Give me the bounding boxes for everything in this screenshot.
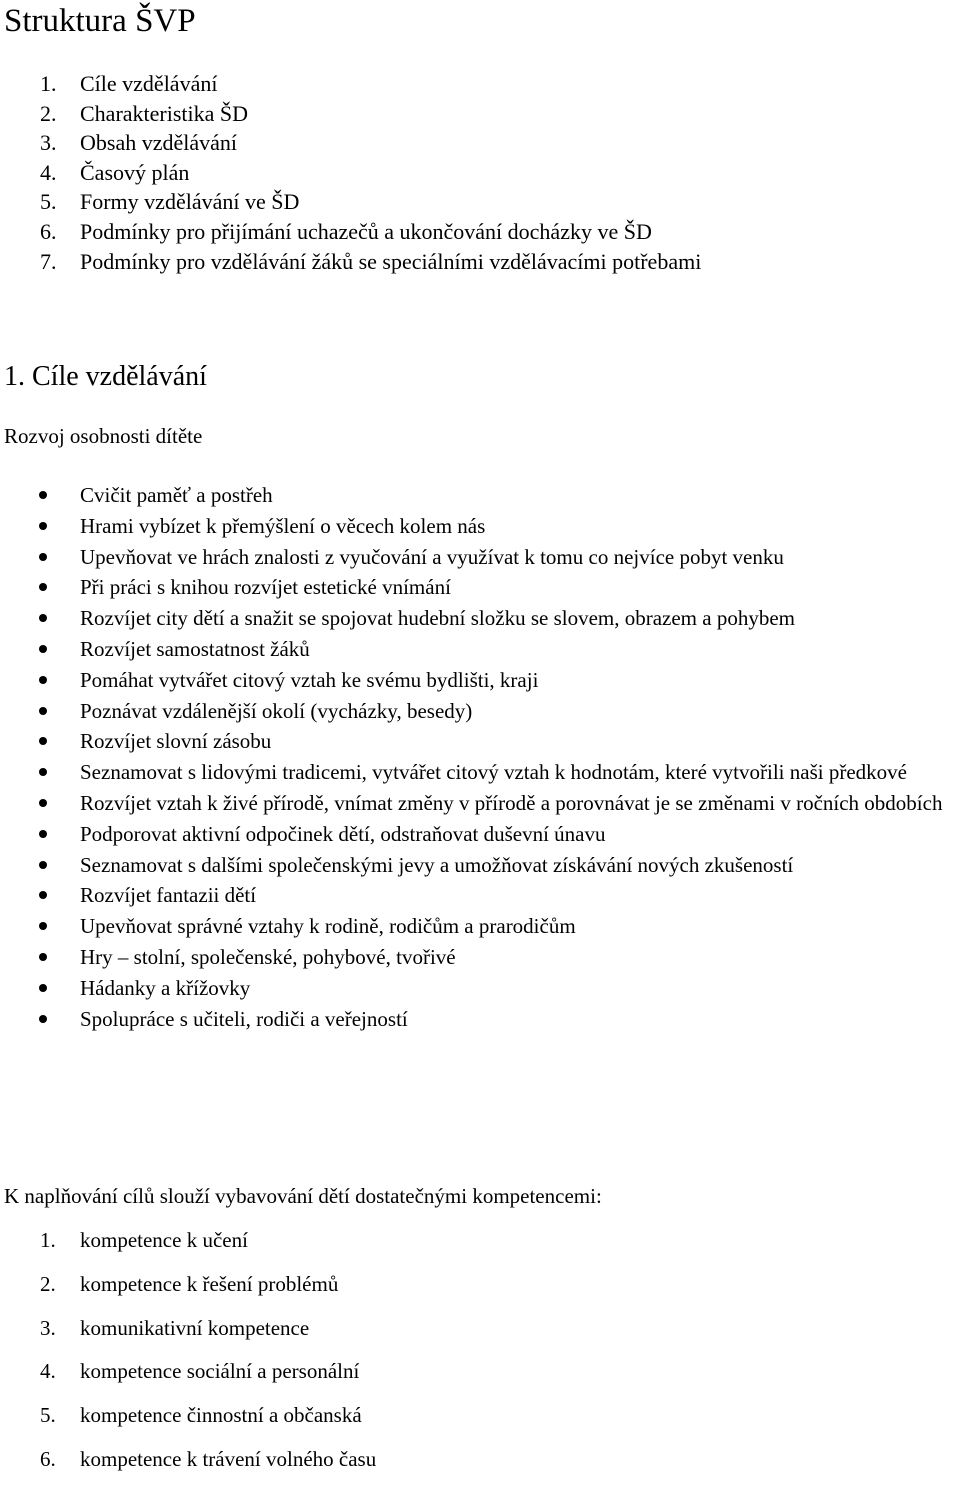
- competence-number: 5.: [40, 1403, 56, 1428]
- bullet-icon: [39, 707, 47, 715]
- toc-item-number: 2.: [40, 100, 57, 126]
- competence-text: komunikativní kompetence: [80, 1315, 310, 1340]
- list-item: [0, 603, 960, 634]
- bullet-icon: [39, 614, 47, 622]
- bullet-icon: [39, 737, 47, 745]
- list-item: [0, 634, 960, 665]
- competence-text: kompetence k trávení volného času: [80, 1446, 377, 1471]
- goal-text: Upevňovat správné vztahy k rodině, rodičům a prarodičům: [80, 914, 576, 939]
- toc-item: [0, 128, 960, 158]
- toc-item-text: Charakteristika ŠD: [80, 100, 249, 126]
- goal-text: Hrami vybízet k přemýšlení o věcech kolem nás: [80, 513, 486, 538]
- goal-text: Hádanky a křížovky: [80, 975, 251, 1000]
- goal-text: Hry – stolní, společenské, pohybové, tvořivé: [80, 944, 456, 969]
- toc-item: [0, 158, 960, 188]
- list-item: [0, 911, 960, 942]
- table-of-contents: [0, 69, 960, 276]
- list-item: [0, 880, 960, 911]
- competence-number: 4.: [40, 1359, 56, 1384]
- competence-text: kompetence k řešení problémů: [80, 1271, 339, 1296]
- list-item: [0, 665, 960, 696]
- goal-text: Rozvíjet city dětí a snažit se spojovat hudební složku se slovem, obrazem a pohybem: [80, 606, 795, 631]
- goal-text: Seznamovat s lidovými tradicemi, vytvářet citový vztah k hodnotám, které vytvořili naši předkové: [80, 760, 907, 785]
- list-item: [0, 973, 960, 1004]
- toc-item-number: 5.: [40, 189, 57, 215]
- list-item: [0, 696, 960, 727]
- competence-text: kompetence sociální a personální: [80, 1359, 360, 1384]
- toc-item-text: Obsah vzdělávání: [80, 130, 237, 156]
- toc-item-number: 3.: [40, 130, 57, 156]
- list-item: [0, 480, 960, 511]
- goal-text: Poznávat vzdálenější okolí (vycházky, besedy): [80, 698, 473, 723]
- bullet-icon: [39, 491, 47, 499]
- bullet-icon: [39, 583, 47, 591]
- toc-item: [0, 187, 960, 217]
- goal-text: Rozvíjet fantazii dětí: [80, 883, 257, 908]
- toc-item-number: 1.: [40, 71, 57, 96]
- competence-number: 3.: [40, 1315, 56, 1340]
- list-item: [0, 572, 960, 603]
- goal-text: Rozvíjet slovní zásobu: [80, 729, 272, 754]
- goal-text: Pomáhat vytvářet citový vztah ke svému bydlišti, kraji: [80, 667, 539, 692]
- goal-text: Podporovat aktivní odpočinek dětí, odstraňovat duševní únavu: [80, 821, 606, 846]
- list-item: [0, 942, 960, 973]
- list-item: [0, 819, 960, 850]
- toc-item-text: Cíle vzdělávání: [80, 71, 218, 96]
- bullet-icon: [39, 553, 47, 561]
- toc-item-text: Podmínky pro přijímání uchazečů a ukončování docházky ve ŠD: [80, 218, 652, 244]
- toc-item: [0, 69, 960, 99]
- bullet-icon: [39, 799, 47, 807]
- goal-text: Seznamovat s dalšími společenskými jevy a umožňovat získávání nových zkušeností: [80, 852, 794, 877]
- competence-item: [0, 1312, 960, 1356]
- bullet-icon: [39, 922, 47, 930]
- goals-list: [0, 480, 960, 1034]
- section-heading: 1. Cíle vzdělávání: [4, 361, 207, 392]
- list-item: [0, 542, 960, 573]
- competence-text: kompetence činnostní a občanská: [80, 1403, 362, 1428]
- list-item: [0, 850, 960, 881]
- bullet-icon: [39, 953, 47, 961]
- toc-item-number: 4.: [40, 159, 57, 185]
- goal-text: Spolupráce s učiteli, rodiči a veřejností: [80, 1006, 408, 1031]
- list-item: [0, 1004, 960, 1035]
- competence-item: [0, 1399, 960, 1443]
- toc-item-text: Formy vzdělávání ve ŠD: [80, 189, 300, 215]
- bullet-icon: [39, 768, 47, 776]
- competences-intro: K naplňování cílů slouží vybavování dětí dostatečnými kompetencemi:: [4, 1184, 602, 1208]
- list-item: [0, 511, 960, 542]
- goal-text: Cvičit paměť a postřeh: [80, 483, 273, 507]
- toc-item-number: 7.: [40, 248, 57, 274]
- bullet-icon: [39, 1015, 47, 1023]
- goal-text: Rozvíjet vztah k živé přírodě, vnímat změny v přírodě a porovnávat je se změnami v ročních obdobích: [80, 790, 943, 815]
- list-item: [0, 757, 960, 788]
- goal-text: Rozvíjet samostatnost žáků: [80, 636, 310, 661]
- toc-item-text: Časový plán: [80, 159, 190, 185]
- competence-number: 1.: [40, 1228, 56, 1252]
- toc-item: [0, 247, 960, 277]
- competence-number: 6.: [40, 1446, 56, 1471]
- competence-item: [0, 1355, 960, 1399]
- list-item: [0, 726, 960, 757]
- bullet-icon: [39, 645, 47, 653]
- competence-text: kompetence k učení: [80, 1228, 248, 1252]
- bullet-icon: [39, 830, 47, 838]
- bullet-icon: [39, 676, 47, 684]
- bullet-icon: [39, 891, 47, 899]
- bullet-icon: [39, 984, 47, 992]
- competence-number: 2.: [40, 1271, 56, 1296]
- list-item: [0, 788, 960, 819]
- competence-item: [0, 1224, 960, 1268]
- section-subheading: Rozvoj osobnosti dítěte: [4, 424, 203, 448]
- toc-item: [0, 217, 960, 247]
- bullet-icon: [39, 522, 47, 530]
- page-title: Struktura ŠVP: [4, 3, 196, 39]
- competence-item: [0, 1443, 960, 1487]
- toc-item-text: Podmínky pro vzdělávání žáků se speciálními vzdělávacími potřebami: [80, 248, 702, 274]
- competences-list: [0, 1224, 960, 1487]
- goal-text: Upevňovat ve hrách znalosti z vyučování a využívat k tomu co nejvíce pobyt venku: [80, 544, 784, 569]
- bullet-icon: [39, 861, 47, 869]
- competence-item: [0, 1268, 960, 1312]
- toc-item: [0, 99, 960, 129]
- goal-text: Při práci s knihou rozvíjet estetické vnímání: [80, 575, 451, 600]
- toc-item-number: 6.: [40, 218, 57, 244]
